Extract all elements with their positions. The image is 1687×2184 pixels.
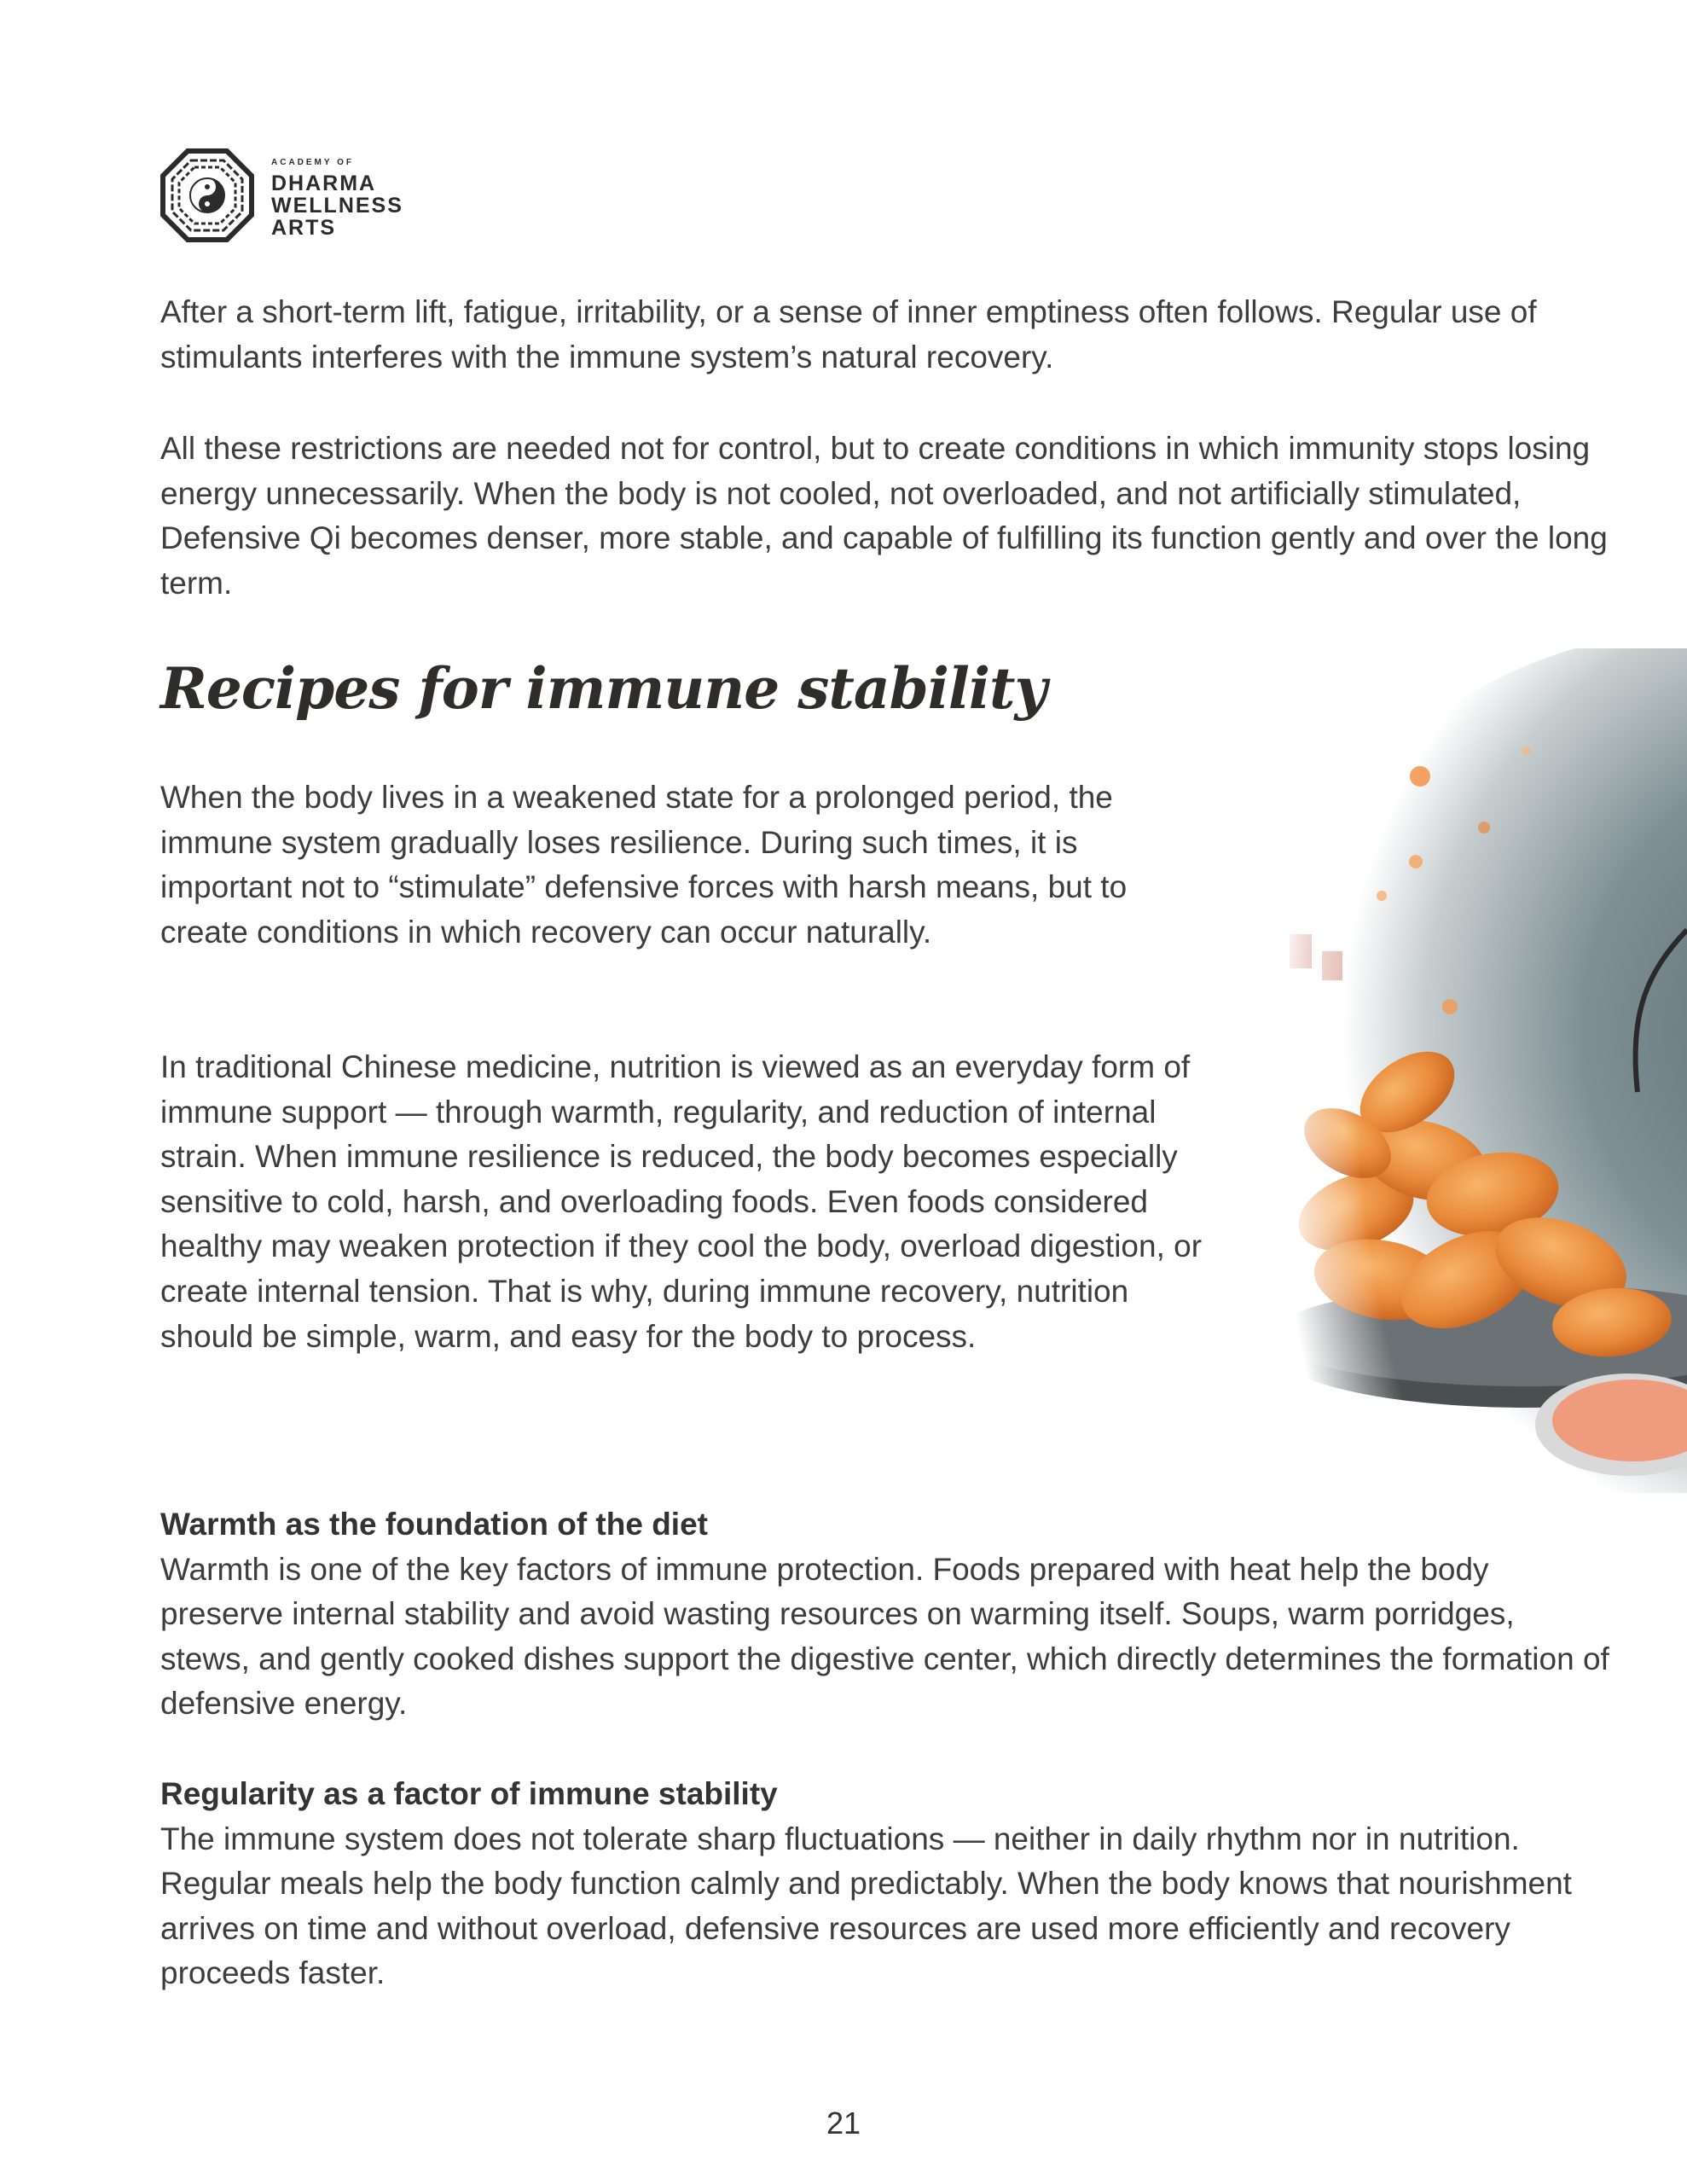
logo-line-arts: ARTS [271, 216, 337, 240]
regularity-subsection [160, 1772, 1610, 1996]
regularity-text: The immune system does not tolerate sharp fluctuations — neither in daily rhythm nor in nutrition. Regular meals help the body function calmly and predictably. When the body knows that nourishment arrives on time and without overload, defensive resources are used more efficiently and recovery proceeds faster. [160, 1821, 1572, 1991]
warmth-title: Warmth as the foundation of the diet [160, 1507, 708, 1542]
academy-logo [160, 148, 416, 242]
regularity-title: Regularity as a factor of immune stability [160, 1776, 778, 1811]
bagua-yin-yang-icon [160, 148, 254, 242]
logo-line-wellness: WELLNESS [271, 194, 403, 218]
logo-line-academy: ACADEMY OF [271, 158, 355, 167]
section-heading: Recipes for immune stability [160, 655, 1046, 722]
section-paragraph-2: In traditional Chinese medicine, nutrition is viewed as an everyday form of immune support — through warmth, regularity, and reduction of internal strain. When immune resilience is reduced, the body becomes especially sensitive to cold, harsh, and overloading foods. Even foods considered healthy may weaken protection if they cool the body, overload digestion, or create internal tension. That is why, during immune recovery, nutrition should be simple, warm, and easy for the body to process. [160, 1049, 1203, 1354]
intro-paragraph-1: After a short-term lift, fatigue, irritability, or a sense of inner emptiness often follows. Regular use of stimulants interferes with the immune system’s natural recovery. [160, 294, 1537, 375]
page-number: 21 [826, 2106, 861, 2140]
warmth-subsection [160, 1502, 1610, 1727]
logo-wordmark [271, 159, 403, 239]
logo-line-dharma: DHARMA [271, 171, 377, 195]
warmth-text: Warmth is one of the key factors of immune protection. Foods prepared with heat help the body preserve internal stability and avoid wasting resources on warming itself. Soups, warm porridges, stews, and gently cooked dishes support the digestive center, which directly determines the formation of defensive energy. [160, 1551, 1609, 1722]
food-photo-illustration [1254, 648, 1687, 1493]
intro-paragraph-2: All these restrictions are needed not for control, but to create conditions in which immunity stops losing energy unnecessarily. When the body is not cooled, not overloaded, and not artificially stimulated, Defensive Qi becomes denser, more stable, and capable of fulfilling its function gently and over the long term. [160, 431, 1608, 601]
section-paragraph-1: When the body lives in a weakened state for a prolonged period, the immune system gradually loses resilience. During such times, it is important not to “stimulate” defensive forces with harsh means, but to create conditions in which recovery can occur naturally. [160, 780, 1128, 950]
